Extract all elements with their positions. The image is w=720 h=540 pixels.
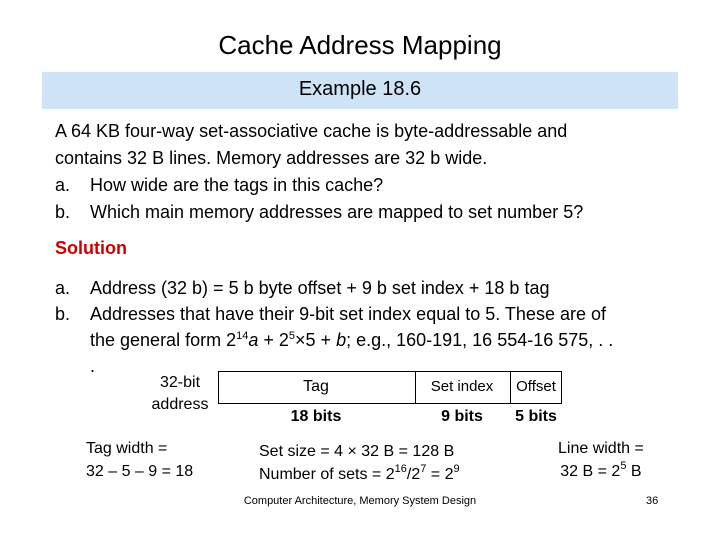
tag-bits: 18 bits — [290, 408, 342, 425]
tag-width-line-2: 32 – 5 – 9 = 18 — [86, 463, 194, 480]
sets-exponent-7: 7 — [420, 463, 427, 475]
sets-mid: /2 — [406, 466, 421, 483]
tag-field-label: Tag — [303, 378, 329, 395]
page-number: 36 — [646, 495, 659, 507]
answer-a-text: Address (32 b) = 5 b byte offset + 9 b set index + 18 b tag — [90, 278, 550, 298]
line-width-line-1: Line width = — [558, 440, 644, 457]
answer-b — [55, 301, 695, 379]
slide-title: Cache Address Mapping — [218, 30, 502, 60]
tag-width-note — [86, 437, 193, 483]
question-a-label: a. — [55, 175, 71, 195]
answer-b-text — [90, 301, 695, 379]
answer-a — [55, 275, 695, 301]
answer-a-label: a. — [55, 278, 71, 298]
problem-intro-line-1: A 64 KB four-way set-associative cache is byte-addressable and — [55, 121, 568, 141]
set-index-field-label: Set index — [430, 378, 494, 395]
address-label-line-1: 32-bit — [159, 374, 201, 391]
solution-heading: Solution — [55, 238, 127, 258]
line-width-note — [558, 437, 644, 483]
set-size-note — [259, 440, 460, 486]
sets-pre: Number of sets = 2 — [259, 466, 395, 483]
answer-b-var-a: a — [248, 330, 259, 350]
question-b-text: Which main memory addresses are mapped to set number 5? — [90, 202, 584, 222]
question-a-text: How wide are the tags in this cache? — [90, 175, 384, 195]
answer-b-line-2 — [90, 327, 695, 353]
set-index-bits: 9 bits — [441, 408, 483, 425]
sets-exponent-16: 16 — [394, 463, 407, 475]
set-size-line: Set size = 4 × 32 B = 128 B — [259, 443, 455, 460]
line-width-exponent: 5 — [620, 460, 627, 472]
answer-b-line-1: Addresses that have their 9-bit set index equal to 5. These are of — [90, 304, 606, 324]
problem-intro-line-2: contains 32 B lines. Memory addresses are 32 b wide. — [55, 148, 488, 168]
solution-body — [55, 275, 695, 379]
line-width-pre: 32 B = 2 — [560, 463, 621, 480]
answer-b-examples: ; e.g., 160-191, 16 554-16 575, . . — [346, 330, 614, 350]
line-width-post: B — [626, 463, 642, 480]
sets-eq: = 2 — [426, 466, 454, 483]
answer-b-form-pre: the general form 2 — [90, 330, 237, 350]
offset-field-label: Offset — [516, 378, 556, 395]
address-label — [140, 372, 220, 416]
address-label-line-2: address — [151, 396, 209, 413]
answer-b-label: b. — [55, 304, 71, 324]
answer-b-form-mid: + 2 — [258, 330, 289, 350]
number-of-sets-line — [259, 463, 460, 486]
answer-b-exponent-14: 14 — [236, 330, 249, 342]
example-label: Example 18.6 — [298, 78, 422, 100]
question-b-label: b. — [55, 202, 71, 222]
tag-width-line-1: Tag width = — [86, 440, 168, 457]
line-width-line-2 — [558, 460, 644, 483]
question-a — [55, 172, 695, 199]
answer-b-var-b: b — [336, 330, 347, 350]
answer-b-line-3: . — [90, 356, 96, 376]
answer-b-form-times: ×5 + — [295, 330, 337, 350]
offset-bits: 5 bits — [515, 408, 557, 425]
question-b — [55, 199, 695, 226]
answer-b-exponent-5: 5 — [288, 330, 296, 342]
sets-exponent-9: 9 — [453, 463, 460, 475]
footer-text: Computer Architecture, Memory System Design — [243, 495, 477, 507]
problem-statement — [55, 118, 695, 226]
